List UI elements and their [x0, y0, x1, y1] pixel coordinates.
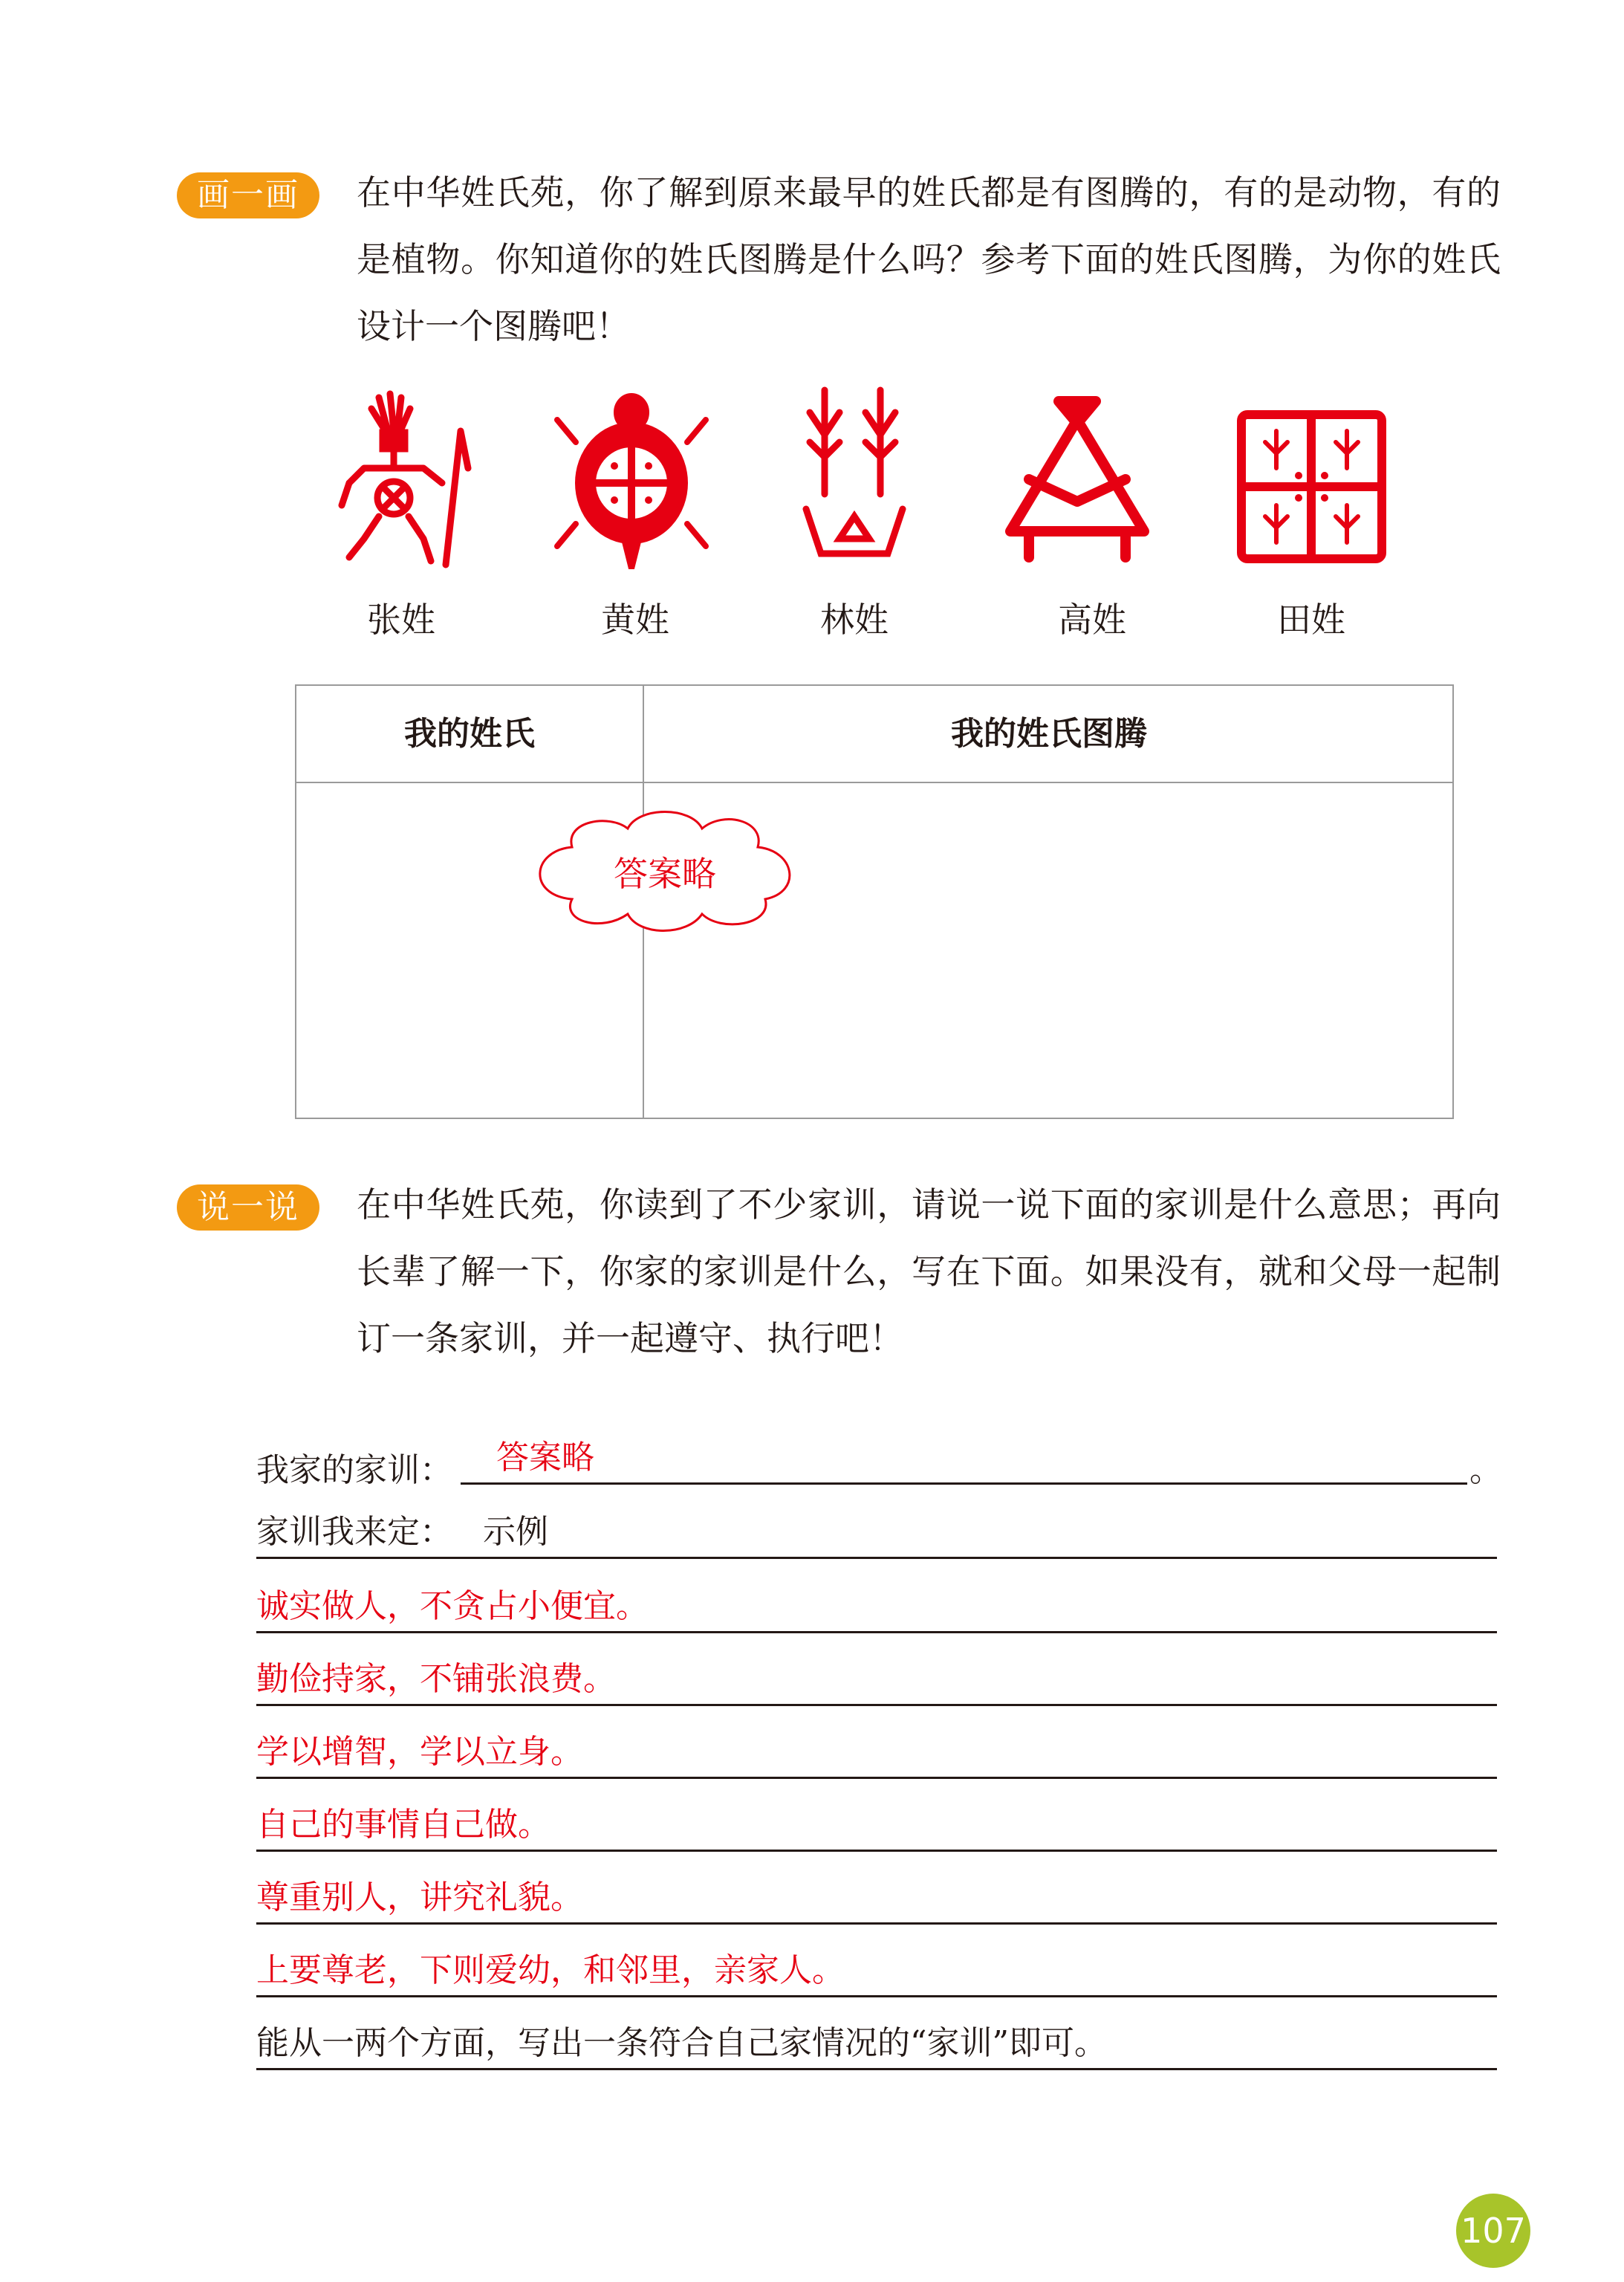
tower-totem-icon [995, 390, 1159, 565]
section-badge-say: 说一说 [177, 1184, 319, 1231]
surname-totem-table [295, 684, 1454, 1119]
totem-label-huang: 黄姓 [601, 600, 669, 640]
example-line [256, 1659, 1497, 1706]
zhang-totem-icon [319, 386, 483, 572]
table-header-surname: 我的姓氏 [404, 715, 535, 753]
motto-label: 我家的家训： [256, 1451, 452, 1489]
example-motto: 自己的事情自己做。 [256, 1806, 550, 1844]
example-line [256, 1586, 1497, 1633]
motto-answer-line [461, 1438, 1467, 1485]
totem-label-lin: 林姓 [820, 600, 889, 640]
answer-note: 能从一两个方面，写出一条符合自己家情况的“家训”即可。 [256, 2024, 1107, 2062]
answer-omitted-text: 答案略 [614, 854, 716, 894]
motto-period: 。 [1469, 1451, 1502, 1489]
turtle-totem-icon [553, 390, 709, 572]
example-motto: 诚实做人，不贪占小便宜。 [256, 1587, 649, 1625]
example-motto: 尊重别人，讲究礼貌。 [256, 1879, 583, 1916]
example-line [256, 1878, 1497, 1925]
table-header-totem: 我的姓氏图腾 [951, 715, 1147, 753]
forest-totem-icon [799, 383, 910, 568]
example-line [256, 1732, 1497, 1779]
field-totem-icon [1235, 409, 1388, 565]
example-line [256, 1951, 1497, 1997]
motto-answer: 答案略 [496, 1439, 594, 1477]
decide-label: 家训我来定： [256, 1513, 452, 1551]
section1-instructions: 在中华姓氏苑，你了解到原来最早的姓氏都是有图腾的，有的是动物，有的是植物。你知道你的姓氏图腾是什么吗？参考下面的姓氏图腾，为你的姓氏设计一个图腾吧！ [357, 172, 1501, 346]
section-badge-draw: 画一画 [177, 172, 319, 218]
totem-label-tian: 田姓 [1277, 600, 1345, 640]
note-line [256, 2023, 1497, 2070]
totem-label-gao: 高姓 [1058, 600, 1126, 640]
page-number: 107 [1456, 2194, 1530, 2268]
section2-instructions: 在中华姓氏苑，你读到了不少家训，请说一说下面的家训是什么意思；再向长辈了解一下，你家的家训是什么，写在下面。如果没有，就和父母一起制订一条家训，并一起遵守、执行吧！ [357, 1184, 1501, 1358]
example-motto: 上要尊老，下则爱幼，和邻里，亲家人。 [256, 1951, 845, 1989]
example-motto: 勤俭持家，不铺张浪费。 [256, 1660, 616, 1698]
example-motto: 学以增智，学以立身。 [256, 1733, 583, 1771]
decide-line [256, 1512, 1497, 1559]
example-line [256, 1805, 1497, 1852]
totem-label-zhang: 张姓 [367, 600, 435, 640]
decide-example: 示例 [483, 1513, 548, 1551]
